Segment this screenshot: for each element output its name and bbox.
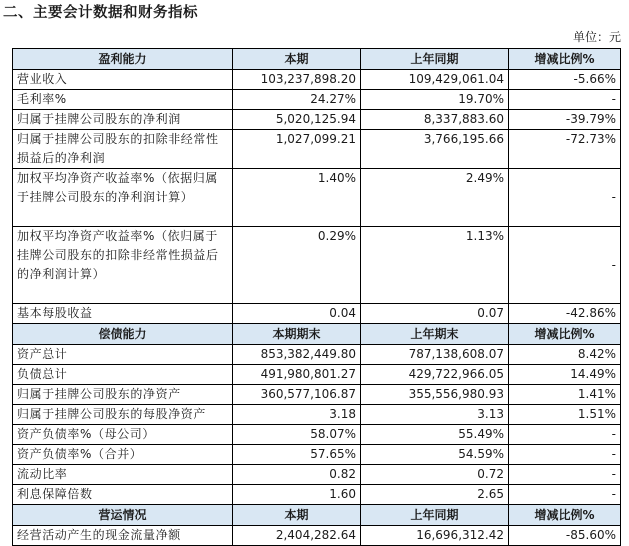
table-row [13,485,621,505]
row-label: 资产负债率%（母公司） [13,425,233,445]
table-row [13,365,621,385]
current-value: 24.27% [233,90,361,110]
row-label: 归属于挂牌公司股东的扣除非经常性损益后的净利润 [13,130,233,169]
table-row [13,227,621,304]
table-row [13,110,621,130]
change-value: -5.66% [509,70,621,90]
solvency-header-row [13,324,621,345]
prior-value: 2.49% [361,169,509,227]
change-value: 1.41% [509,385,621,405]
current-value: 57.65% [233,445,361,465]
change-value: - [509,485,621,505]
prior-value: 2.65 [361,485,509,505]
header-cell: 增减比例% [509,505,621,526]
change-value: -72.73% [509,130,621,169]
change-value: - [509,90,621,110]
header-cell: 营运情况 [13,505,233,526]
table-row [13,345,621,365]
current-value: 0.04 [233,304,361,324]
prior-value: 8,337,883.60 [361,110,509,130]
row-label: 加权平均净资产收益率%（依据归属于挂牌公司股东的净利润计算） [13,169,233,227]
row-label: 经营活动产生的现金流量净额 [13,526,233,546]
row-label: 负债总计 [13,365,233,385]
table-row [13,169,621,227]
row-label: 资产负债率%（合并） [13,445,233,465]
current-value: 1.60 [233,485,361,505]
table-row [13,425,621,445]
table-row [13,304,621,324]
current-value: 0.29% [233,227,361,304]
change-value: -39.79% [509,110,621,130]
current-value: 103,237,898.20 [233,70,361,90]
header-cell: 本期期末 [233,324,361,345]
row-label: 利息保障倍数 [13,485,233,505]
prior-value: 54.59% [361,445,509,465]
header-cell: 增减比例% [509,324,621,345]
current-value: 360,577,106.87 [233,385,361,405]
table-row [13,385,621,405]
prior-value: 0.07 [361,304,509,324]
row-label: 加权平均净资产收益率%（依归属于挂牌公司股东的扣除非经常性损益后的净利润计算） [13,227,233,304]
header-cell: 本期 [233,505,361,526]
prior-value: 109,429,061.04 [361,70,509,90]
row-label: 归属于挂牌公司股东的净利润 [13,110,233,130]
change-value: - [509,425,621,445]
current-value: 491,980,801.27 [233,365,361,385]
current-value: 1.40% [233,169,361,227]
header-cell: 上年同期 [361,49,509,70]
header-cell: 本期 [233,49,361,70]
row-label: 归属于挂牌公司股东的净资产 [13,385,233,405]
table-row [13,465,621,485]
change-value: 14.49% [509,365,621,385]
header-cell: 上年期末 [361,324,509,345]
change-value: - [509,465,621,485]
prior-value: 16,696,312.42 [361,526,509,546]
prior-value: 1.13% [361,227,509,304]
prior-value: 429,722,966.05 [361,365,509,385]
unit-label: 单位：元 [572,30,621,44]
change-value: - [509,169,621,227]
header-cell: 上年同期 [361,505,509,526]
change-value: 1.51% [509,405,621,425]
current-value: 2,404,282.64 [233,526,361,546]
current-value: 3.18 [233,405,361,425]
row-label: 基本每股收益 [13,304,233,324]
row-label: 流动比率 [13,465,233,485]
prior-value: 55.49% [361,425,509,445]
prior-value: 355,556,980.93 [361,385,509,405]
prior-value: 0.72 [361,465,509,485]
table-row [13,130,621,169]
row-label: 毛利率% [13,90,233,110]
prior-value: 3,766,195.66 [361,130,509,169]
header-cell: 盈利能力 [13,49,233,70]
table-row [13,405,621,425]
table-row [13,445,621,465]
financial-indicators-table [12,48,621,546]
current-value: 5,020,125.94 [233,110,361,130]
header-cell: 增减比例% [509,49,621,70]
row-label: 营业收入 [13,70,233,90]
current-value: 0.82 [233,465,361,485]
operation-header-row [13,505,621,526]
change-value: - [509,227,621,304]
change-value: - [509,445,621,465]
profit-header-row [13,49,621,70]
prior-value: 19.70% [361,90,509,110]
section-title: 二、主要会计数据和财务指标 [3,5,198,21]
current-value: 1,027,099.21 [233,130,361,169]
prior-value: 787,138,608.07 [361,345,509,365]
current-value: 58.07% [233,425,361,445]
prior-value: 3.13 [361,405,509,425]
change-value: 8.42% [509,345,621,365]
row-label: 归属于挂牌公司股东的每股净资产 [13,405,233,425]
table-row [13,70,621,90]
header-cell: 偿债能力 [13,324,233,345]
row-label: 资产总计 [13,345,233,365]
change-value: -85.60% [509,526,621,546]
table-row [13,90,621,110]
current-value: 853,382,449.80 [233,345,361,365]
change-value: -42.86% [509,304,621,324]
